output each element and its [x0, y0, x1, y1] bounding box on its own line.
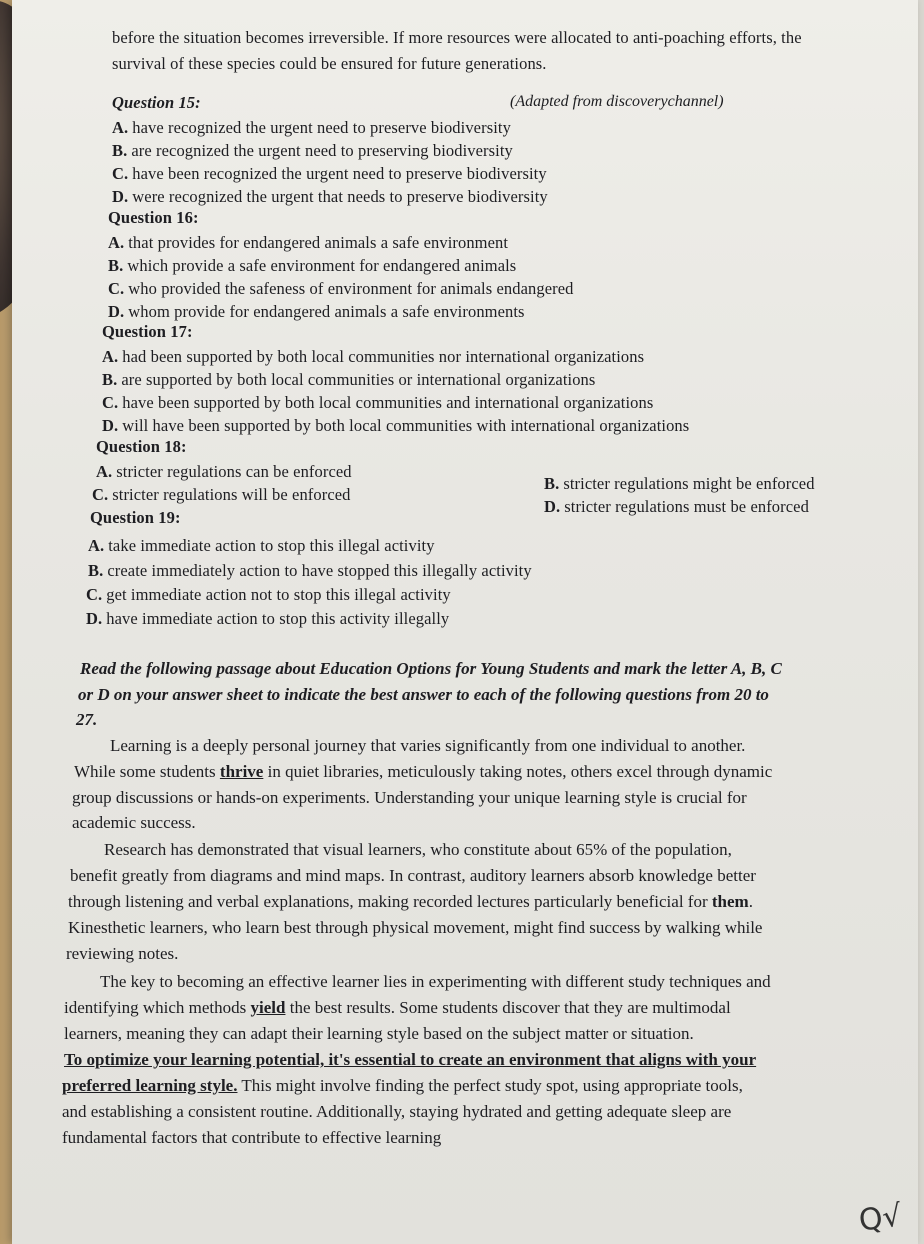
- q19-option-c[interactable]: [86, 585, 451, 605]
- q15-option-a[interactable]: [112, 118, 511, 138]
- exam-sheet: [12, 0, 918, 1244]
- intro-line-2: survival of these species could be ensured for future generations.: [112, 54, 547, 73]
- option-letter: C.: [86, 585, 103, 604]
- p3-line-3: learners, meaning they can adapt their learning style based on the subject matter or situation.: [64, 1024, 694, 1043]
- q17-option-c[interactable]: [102, 393, 653, 413]
- option-text: get immediate action not to stop this illegal activity: [106, 585, 451, 604]
- option-letter: A.: [108, 233, 125, 252]
- option-text: stricter regulations must be enforced: [564, 497, 809, 516]
- underlined-word-thrive: thrive: [219, 762, 264, 781]
- option-text: stricter regulations will be enforced: [112, 485, 351, 504]
- option-letter: B.: [88, 561, 104, 580]
- option-letter: A.: [88, 536, 105, 555]
- q16-option-b[interactable]: [108, 256, 516, 276]
- option-letter: A.: [96, 462, 113, 481]
- p3-text: the best results. Some students discover that they are multimodal: [285, 998, 731, 1017]
- option-letter: C.: [108, 279, 125, 298]
- option-text: take immediate action to stop this illegal activity: [108, 536, 435, 555]
- p1-text: in quiet libraries, meticulously taking notes, others excel through dynamic: [263, 762, 773, 781]
- option-text: had been supported by both local communities nor international organizations: [122, 347, 645, 366]
- option-letter: B.: [108, 256, 124, 275]
- p3-line-6: and establishing a consistent routine. Additionally, staying hydrated and getting adequate sleep are: [62, 1102, 732, 1121]
- option-text: whom provide for endangered animals a safe environments: [128, 302, 525, 321]
- p2-line-5: reviewing notes.: [66, 944, 179, 963]
- q17-option-b[interactable]: [102, 370, 595, 390]
- option-text: are supported by both local communities or international organizations: [121, 370, 596, 389]
- p3-text: identifying which methods: [64, 998, 251, 1017]
- question-19-label: Question 19:: [90, 508, 181, 527]
- source-credit: (Adapted from discoverychannel): [510, 93, 724, 110]
- p1-line-4: academic success.: [72, 813, 196, 832]
- p1-line-1: Learning is a deeply personal journey that varies significantly from one individual to another.: [110, 736, 746, 755]
- option-letter: C.: [112, 164, 129, 183]
- option-text: are recognized the urgent need to preserving biodiversity: [131, 141, 513, 160]
- option-letter: D.: [112, 187, 129, 206]
- p1-line-2: [74, 762, 772, 782]
- p2-line-4: Kinesthetic learners, who learn best through physical movement, might find success by walking while: [68, 918, 763, 937]
- instruction-line-1: Read the following passage about Education Options for Young Students and mark the letter A, B, C: [80, 659, 782, 678]
- p2-line-3: [68, 892, 753, 912]
- p3-line-5: [62, 1076, 743, 1096]
- question-16-label: Question 16:: [108, 208, 199, 227]
- option-letter: B.: [102, 370, 118, 389]
- question-15-label: Question 15:: [112, 93, 201, 112]
- q18-option-c[interactable]: [92, 485, 351, 505]
- p3-line-4: [64, 1050, 756, 1070]
- q19-option-a[interactable]: [88, 536, 435, 556]
- p3-line-7: fundamental factors that contribute to effective learning: [62, 1128, 442, 1147]
- option-letter: D.: [86, 609, 103, 628]
- q16-option-a[interactable]: [108, 233, 508, 253]
- p3-line-1: The key to becoming an effective learner lies in experimenting with different study techniques and: [100, 972, 771, 991]
- option-letter: C.: [92, 485, 109, 504]
- q17-option-a[interactable]: [102, 347, 644, 367]
- option-text: stricter regulations might be enforced: [563, 474, 815, 493]
- underlined-word-yield: yield: [250, 998, 286, 1017]
- underlined-sentence: To optimize your learning potential, it's essential to create an environment that aligns with your: [64, 1050, 757, 1069]
- p1-text: While some students: [74, 762, 220, 781]
- handwritten-mark: Q√: [857, 1198, 905, 1239]
- option-letter: B.: [112, 141, 128, 160]
- option-letter: D.: [544, 497, 561, 516]
- referent-word-them: them: [711, 892, 749, 911]
- q15-option-c[interactable]: [112, 164, 547, 184]
- p2-text: through listening and verbal explanations, making recorded lectures particularly beneficial for: [68, 892, 712, 911]
- option-letter: A.: [102, 347, 119, 366]
- option-text: which provide a safe environment for endangered animals: [127, 256, 517, 275]
- q18-option-a[interactable]: [96, 462, 352, 482]
- p2-line-1: Research has demonstrated that visual learners, who constitute about 65% of the population,: [104, 840, 732, 859]
- option-letter: D.: [108, 302, 125, 321]
- p2-text: .: [748, 892, 753, 911]
- p3-line-2: [64, 998, 731, 1018]
- q17-option-d[interactable]: [102, 416, 689, 436]
- option-text: create immediately action to have stopped this illegally activity: [107, 561, 532, 580]
- option-text: have recognized the urgent need to preserve biodiversity: [132, 118, 511, 137]
- q18-option-d[interactable]: [544, 497, 809, 517]
- instruction-line-2: or D on your answer sheet to indicate the best answer to each of the following questions from 20 to: [78, 685, 769, 704]
- q15-option-d[interactable]: [112, 187, 548, 207]
- option-text: that provides for endangered animals a safe environment: [128, 233, 509, 252]
- underlined-sentence-end: preferred learning style.: [62, 1076, 238, 1095]
- option-text: have been recognized the urgent need to preserve biodiversity: [132, 164, 547, 183]
- q16-option-d[interactable]: [108, 302, 525, 322]
- option-text: were recognized the urgent that needs to preserve biodiversity: [132, 187, 548, 206]
- question-17-label: Question 17:: [102, 322, 193, 341]
- intro-line-1: before the situation becomes irreversible. If more resources were allocated to anti-poaching efforts, the: [112, 28, 802, 47]
- q19-option-d[interactable]: [86, 609, 449, 629]
- option-text: have been supported by both local communities and international organizations: [122, 393, 654, 412]
- option-letter: A.: [112, 118, 129, 137]
- option-text: have immediate action to stop this activity illegally: [106, 609, 450, 628]
- question-18-label: Question 18:: [96, 437, 187, 456]
- p3-text: This might involve finding the perfect study spot, using appropriate tools,: [237, 1076, 743, 1095]
- option-text: who provided the safeness of environment for animals endangered: [128, 279, 574, 298]
- option-letter: B.: [544, 474, 560, 493]
- option-text: stricter regulations can be enforced: [116, 462, 352, 481]
- instruction-line-3: 27.: [76, 710, 98, 729]
- p2-line-2: benefit greatly from diagrams and mind maps. In contrast, auditory learners absorb knowledge better: [70, 866, 756, 885]
- q19-option-b[interactable]: [88, 561, 532, 581]
- option-letter: C.: [102, 393, 119, 412]
- q16-option-c[interactable]: [108, 279, 574, 299]
- option-text: will have been supported by both local communities with international organizations: [122, 416, 690, 435]
- q15-option-b[interactable]: [112, 141, 513, 161]
- q18-option-b[interactable]: [544, 474, 815, 494]
- p1-line-3: group discussions or hands-on experiments. Understanding your unique learning style is crucial for: [72, 788, 747, 807]
- option-letter: D.: [102, 416, 119, 435]
